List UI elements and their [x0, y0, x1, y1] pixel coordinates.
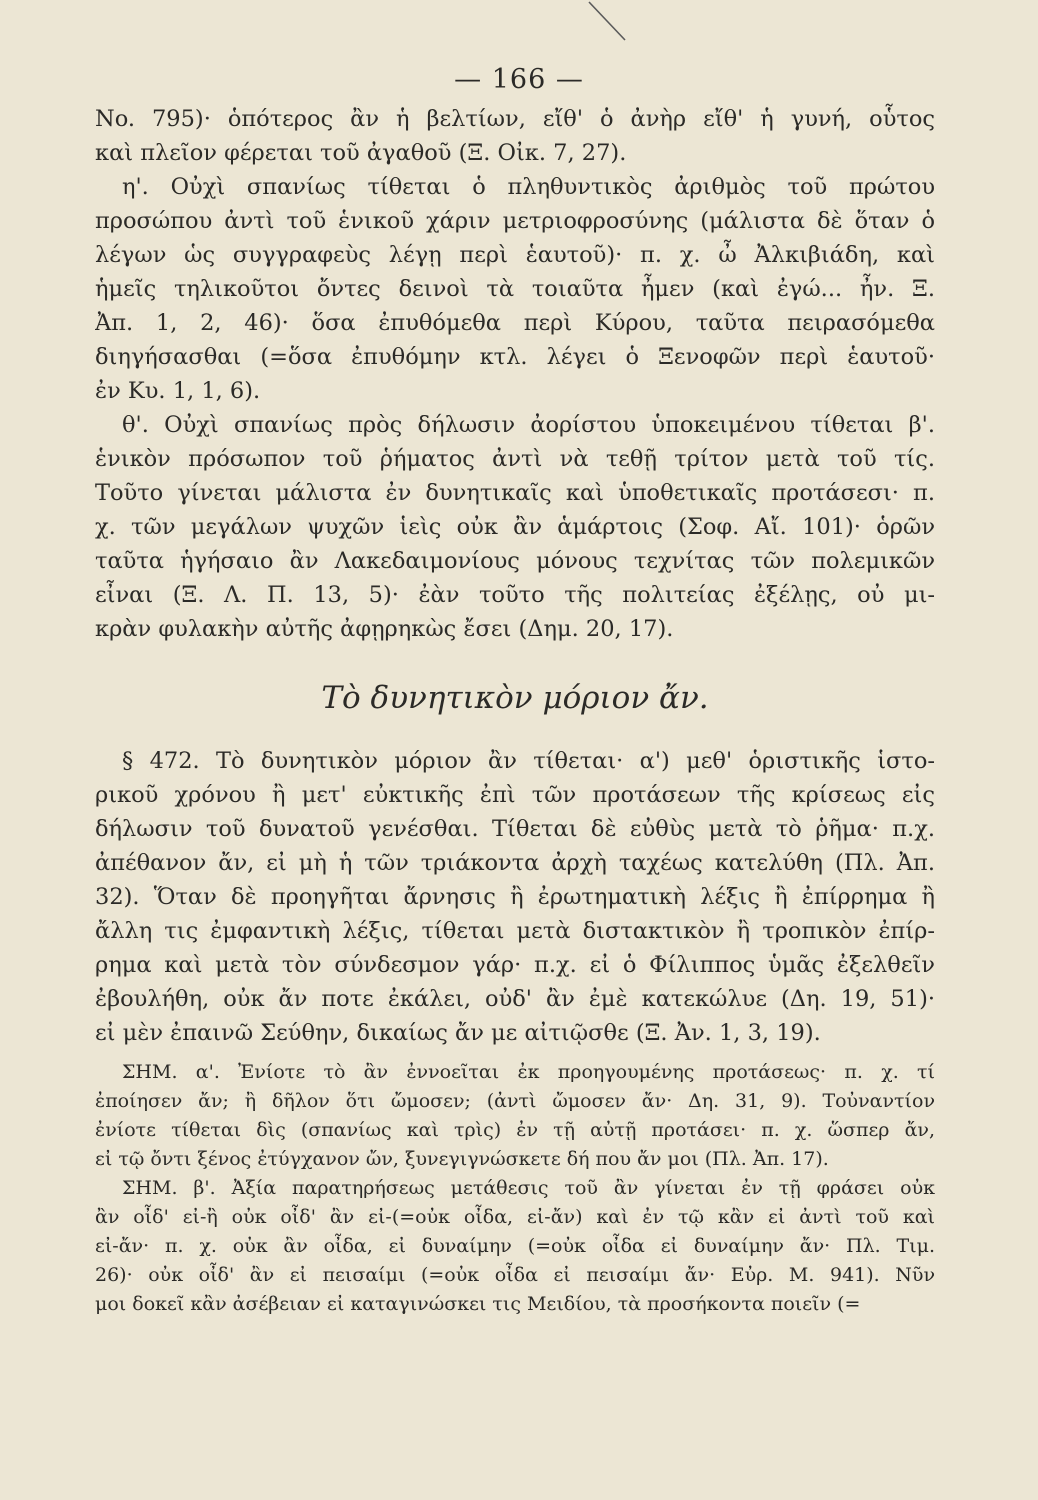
text-line: ἡμεῖς τηλικοῦτοι ὄντες δεινοὶ τὰ τοιαῦτα ἦμεν (καὶ ἐγώ... ἦν. Ξ. — [95, 276, 935, 302]
page-number: — 166 — — [454, 64, 584, 95]
page-body — [95, 102, 935, 1319]
paragraph — [95, 102, 935, 170]
text-line: εἰ μὲν ἐπαινῶ Σεύθην, δικαίως ἄν με αἰτιῷσθε (Ξ. Ἀν. 1, 3, 19). — [95, 1020, 821, 1046]
paragraph — [95, 744, 935, 1050]
text-line: μοι δοκεῖ κἂν ἀσέβειαν εἰ καταγινώσκει τις Μειδίου, τὰ προσήκοντα ποιεῖν (= — [95, 1293, 861, 1315]
text-line: Τοῦτο γίνεται μάλιστα ἐν δυνητικαῖς καὶ ὑποθετικαῖς προτάσεσι· π. — [95, 480, 935, 506]
text-line: ΣΗΜ. α'. Ἐνίοτε τὸ ἂν ἐννοεῖται ἐκ προηγουμένης προτάσεως· π. χ. τί — [122, 1061, 935, 1083]
text-line: καὶ πλεῖον φέρεται τοῦ ἀγαθοῦ (Ξ. Οἰκ. 7, 27). — [95, 140, 627, 166]
text-line: εἶναι (Ξ. Λ. Π. 13, 5)· ἐὰν τοῦτο τῆς πολιτείας ἐξέλῃς, οὐ μι- — [95, 582, 935, 608]
text-line: δήλωσιν τοῦ δυνατοῦ γενέσθαι. Τίθεται δὲ εὐθὺς μετὰ τὸ ῥῆμα· π.χ. — [95, 816, 935, 842]
text-line: No. 795)· ὁπότερος ἂν ἡ βελτίων, εἴθ' ὁ ἀνὴρ εἴθ' ἡ γυνή, οὗτος — [95, 106, 935, 132]
text-line: εἰ τῷ ὄντι ξένος ἐτύγχανον ὤν, ξυνεγιγνώσκετε δή που ἄν μοι (Πλ. Ἀπ. 17). — [95, 1148, 829, 1170]
text-line: ἂν οἶδ' εἰ-ἢ οὐκ οἶδ' ἂν εἰ-(=οὐκ οἶδα, εἰ-ἄν) καὶ ἐν τῷ κἂν εἰ ἀντὶ τοῦ καὶ — [95, 1206, 935, 1228]
paragraph — [95, 170, 935, 408]
text-line: λέγων ὡς συγγραφεὺς λέγῃ περὶ ἑαυτοῦ)· π. χ. ὦ Ἀλκιβιάδη, καὶ — [95, 242, 935, 268]
text-line: ρημα καὶ μετὰ τὸν σύνδεσμον γάρ· π.χ. εἰ ὁ Φίλιππος ὑμᾶς ἐξελθεῖν — [95, 952, 935, 978]
text-line: κρὰν φυλακὴν αὐτῆς ἀφῃρηκὼς ἔσει (Δημ. 20, 17). — [95, 616, 674, 642]
text-line: 26)· οὐκ οἶδ' ἂν εἰ πεισαίμι (=οὐκ οἶδα εἰ πεισαίμι ἄν· Εὐρ. Μ. 941). Νῦν — [95, 1264, 935, 1286]
text-line: διηγήσασθαι (=ὅσα ἐπυθόμην κτλ. λέγει ὁ Ξενοφῶν περὶ ἑαυτοῦ· — [95, 344, 935, 370]
text-line: ἀπέθανον ἄν, εἰ μὴ ἡ τῶν τριάκοντα ἀρχὴ ταχέως κατελύθη (Πλ. Ἀπ. — [95, 850, 935, 876]
text-line: ρικοῦ χρόνου ἢ μετ' εὐκτικῆς ἐπὶ τῶν προτάσεων τῆς κρίσεως εἰς — [95, 782, 935, 808]
text-line: § 472. Τὸ δυνητικὸν μόριον ἂν τίθεται· α') μεθ' ὁριστικῆς ἱστο- — [122, 748, 935, 774]
text-line: ταῦτα ἡγήσαιο ἂν Λακεδαιμονίους μόνους τεχνίτας τῶν πολεμικῶν — [95, 548, 935, 574]
paragraph — [95, 408, 935, 646]
text-line: ἑνικὸν πρόσωπον τοῦ ῥήματος ἀντὶ νὰ τεθῇ τρίτον μετὰ τοῦ τίς. — [95, 446, 935, 472]
note-paragraph — [95, 1058, 935, 1174]
text-line: 32). Ὅταν δὲ προηγῆται ἄρνησις ἢ ἐρωτηματικὴ λέξις ἢ ἐπίρρημα ἢ — [95, 884, 935, 910]
text-line: ἄλλη τις ἐμφαντικὴ λέξις, τίθεται μετὰ διστακτικὸν ἢ τροπικὸν ἐπίρ- — [95, 918, 935, 944]
text-line: ἐνίοτε τίθεται δὶς (σπανίως καὶ τρὶς) ἐν τῇ αὐτῇ προτάσει· π. χ. ὥσπερ ἄν, — [95, 1119, 935, 1141]
paragraphs-after-heading — [95, 744, 935, 1050]
text-line: προσώπου ἀντὶ τοῦ ἑνικοῦ χάριν μετριοφροσύνης (μάλιστα δὲ ὅταν ὁ — [95, 208, 935, 234]
text-line: ἐν Κυ. 1, 1, 6). — [95, 378, 261, 404]
text-line: θ'. Οὐχὶ σπανίως πρὸς δήλωσιν ἀορίστου ὑποκειμένου τίθεται β'. — [122, 412, 935, 438]
pencil-mark — [585, 0, 645, 48]
text-line: χ. τῶν μεγάλων ψυχῶν ἱεὶς οὐκ ἂν ἁμάρτοις (Σοφ. Αἴ. 101)· ὁρῶν — [95, 514, 935, 540]
notes — [95, 1058, 935, 1319]
text-line: ἐποίησεν ἄν; ἢ δῆλον ὅτι ὤμοσεν; (ἀντὶ ὤμοσεν ἄν· Δη. 31, 9). Τοὐναντίον — [95, 1090, 935, 1112]
text-line: ἐβουλήθη, οὐκ ἄν ποτε ἐκάλει, οὐδ' ἂν ἐμὲ κατεκώλυε (Δη. 19, 51)· — [95, 986, 935, 1012]
section-heading: Τὸ δυνητικὸν μόριον ἄν. — [321, 680, 709, 716]
text-line: ΣΗΜ. β'. Ἀξία παρατηρήσεως μετάθεσις τοῦ ἂν γίνεται ἐν τῇ φράσει οὐκ — [122, 1177, 935, 1199]
text-line: Ἀπ. 1, 2, 46)· ὅσα ἐπυθόμεθα περὶ Κύρου, ταῦτα πειρασόμεθα — [95, 310, 935, 336]
note-paragraph — [95, 1174, 935, 1319]
paragraphs-before-heading — [95, 102, 935, 646]
text-line: η'. Οὐχὶ σπανίως τίθεται ὁ πληθυντικὸς ἀριθμὸς τοῦ πρώτου — [122, 174, 935, 200]
text-line: εἰ-ἄν· π. χ. οὐκ ἂν οἶδα, εἰ δυναίμην (=οὐκ οἶδα εἰ δυναίμην ἄν· Πλ. Τιμ. — [95, 1235, 935, 1257]
